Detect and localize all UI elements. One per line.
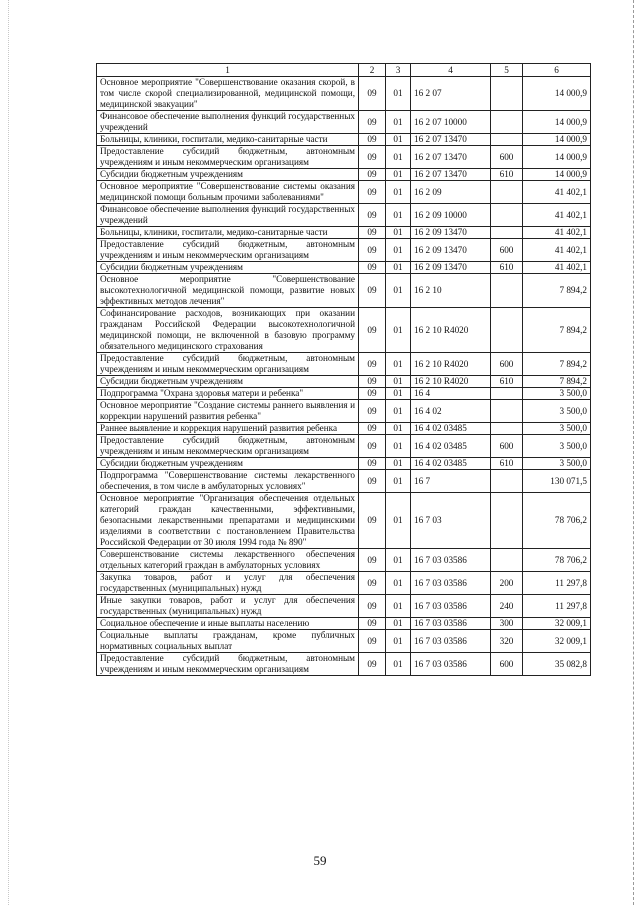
- row-section: 09: [359, 423, 386, 435]
- row-name: Субсидии бюджетным учреждениям: [97, 458, 359, 470]
- row-section: 09: [359, 572, 386, 595]
- table-row: [97, 630, 591, 653]
- row-subsection: 01: [386, 470, 411, 493]
- table-row: [97, 227, 591, 239]
- row-amount: 41 402,1: [523, 262, 591, 274]
- budget-table: [96, 63, 591, 676]
- row-name: Совершенствование системы лекарственного обеспечения отдельных категорий граждан в амбулаторных условиях: [97, 549, 359, 572]
- row-section: 09: [359, 227, 386, 239]
- row-amount: 14 000,9: [523, 77, 591, 111]
- row-subsection: 01: [386, 388, 411, 400]
- row-target-item: 16 2 10 R4020: [411, 308, 491, 353]
- table-row: [97, 618, 591, 630]
- row-expense-type: 600: [491, 146, 523, 169]
- row-section: 09: [359, 308, 386, 353]
- row-amount: 78 706,2: [523, 493, 591, 549]
- row-expense-type: [491, 400, 523, 423]
- row-expense-type: 600: [491, 353, 523, 376]
- row-target-item: 16 7 03 03586: [411, 572, 491, 595]
- row-target-item: 16 7: [411, 470, 491, 493]
- table-row: [97, 376, 591, 388]
- row-amount: 41 402,1: [523, 227, 591, 239]
- row-subsection: 01: [386, 308, 411, 353]
- row-amount: 3 500,0: [523, 423, 591, 435]
- row-expense-type: 600: [491, 435, 523, 458]
- row-expense-type: 240: [491, 595, 523, 618]
- row-subsection: 01: [386, 595, 411, 618]
- row-expense-type: 610: [491, 458, 523, 470]
- table-row: [97, 458, 591, 470]
- row-amount: 7 894,2: [523, 376, 591, 388]
- row-target-item: 16 2 09 13470: [411, 227, 491, 239]
- row-amount: 7 894,2: [523, 274, 591, 308]
- table-row: [97, 572, 591, 595]
- row-name: Основное мероприятие "Совершенствование высокотехнологичной медицинской помощи, развитие новых эффективных методов лечения": [97, 274, 359, 308]
- row-expense-type: 600: [491, 653, 523, 676]
- row-section: 09: [359, 274, 386, 308]
- row-target-item: 16 2 09 13470: [411, 239, 491, 262]
- row-amount: 7 894,2: [523, 308, 591, 353]
- row-target-item: 16 7 03 03586: [411, 618, 491, 630]
- row-name: Основное мероприятие "Создание системы раннего выявления и коррекции нарушений развития ребенка": [97, 400, 359, 423]
- row-target-item: 16 2 07 13470: [411, 169, 491, 181]
- row-expense-type: [491, 388, 523, 400]
- row-name: Субсидии бюджетным учреждениям: [97, 169, 359, 181]
- row-target-item: 16 2 07 13470: [411, 146, 491, 169]
- table-row: [97, 388, 591, 400]
- row-name: Субсидии бюджетным учреждениям: [97, 262, 359, 274]
- row-expense-type: 610: [491, 376, 523, 388]
- row-name: Предоставление субсидий бюджетным, автономным учреждениям и иным некоммерческим организациям: [97, 435, 359, 458]
- row-section: 09: [359, 134, 386, 146]
- row-name: Финансовое обеспечение выполнения функций государственных учреждений: [97, 204, 359, 227]
- row-expense-type: [491, 274, 523, 308]
- row-section: 09: [359, 77, 386, 111]
- row-expense-type: 300: [491, 618, 523, 630]
- header-cell-expense-type: 5: [491, 64, 523, 77]
- row-section: 09: [359, 111, 386, 134]
- table-row: [97, 549, 591, 572]
- row-target-item: 16 2 07: [411, 77, 491, 111]
- row-amount: 3 500,0: [523, 400, 591, 423]
- header-cell-section: 2: [359, 64, 386, 77]
- row-target-item: 16 4 02 03485: [411, 458, 491, 470]
- table-row: [97, 470, 591, 493]
- row-subsection: 01: [386, 262, 411, 274]
- header-cell-name: 1: [97, 64, 359, 77]
- row-expense-type: 200: [491, 572, 523, 595]
- table-row: [97, 181, 591, 204]
- row-expense-type: 600: [491, 239, 523, 262]
- row-amount: 78 706,2: [523, 549, 591, 572]
- table-row: [97, 423, 591, 435]
- row-name: Софинансирование расходов, возникающих при оказании гражданам Российской Федерации высокотехнологичной медицинской помощи, не включенной в базовую программу обязательного медицинского страхования: [97, 308, 359, 353]
- row-subsection: 01: [386, 618, 411, 630]
- row-amount: 32 009,1: [523, 618, 591, 630]
- table-row: [97, 435, 591, 458]
- row-name: Социальные выплаты гражданам, кроме публичных нормативных социальных выплат: [97, 630, 359, 653]
- row-name: Раннее выявление и коррекция нарушений развития ребенка: [97, 423, 359, 435]
- row-section: 09: [359, 435, 386, 458]
- row-expense-type: 610: [491, 169, 523, 181]
- row-amount: 41 402,1: [523, 239, 591, 262]
- row-section: 09: [359, 400, 386, 423]
- row-name: Больницы, клиники, госпитали, медико-санитарные части: [97, 227, 359, 239]
- table-row: [97, 653, 591, 676]
- row-name: Предоставление субсидий бюджетным, автономным учреждениям и иным некоммерческим организациям: [97, 239, 359, 262]
- table-row: [97, 308, 591, 353]
- row-name: Основное мероприятие "Совершенствование системы оказания медицинской помощи больным прочими заболеваниями": [97, 181, 359, 204]
- row-section: 09: [359, 630, 386, 653]
- table-row: [97, 239, 591, 262]
- row-section: 09: [359, 618, 386, 630]
- row-target-item: 16 2 10: [411, 274, 491, 308]
- row-target-item: 16 2 09 13470: [411, 262, 491, 274]
- row-target-item: 16 2 10 R4020: [411, 353, 491, 376]
- row-name: Подпрограмма "Охрана здоровья матери и ребенка": [97, 388, 359, 400]
- table-row: [97, 595, 591, 618]
- row-name: Финансовое обеспечение выполнения функций государственных учреждений: [97, 111, 359, 134]
- header-row: [97, 64, 591, 77]
- row-expense-type: [491, 111, 523, 134]
- row-name: Основное мероприятие "Совершенствование оказания скорой, в том числе скорой специализированной, медицинской помощи, медицинской эвакуации": [97, 77, 359, 111]
- row-target-item: 16 7 03 03586: [411, 595, 491, 618]
- row-amount: 14 000,9: [523, 146, 591, 169]
- header-cell-subsection: 3: [386, 64, 411, 77]
- row-subsection: 01: [386, 274, 411, 308]
- row-subsection: 01: [386, 435, 411, 458]
- row-amount: 14 000,9: [523, 111, 591, 134]
- table-row: [97, 262, 591, 274]
- row-section: 09: [359, 376, 386, 388]
- row-section: 09: [359, 239, 386, 262]
- row-target-item: 16 2 09: [411, 181, 491, 204]
- row-subsection: 01: [386, 630, 411, 653]
- row-subsection: 01: [386, 181, 411, 204]
- row-subsection: 01: [386, 146, 411, 169]
- row-expense-type: [491, 181, 523, 204]
- row-expense-type: [491, 493, 523, 549]
- row-name: Предоставление субсидий бюджетным, автономным учреждениям и иным некоммерческим организациям: [97, 146, 359, 169]
- row-target-item: 16 4 02 03485: [411, 423, 491, 435]
- row-expense-type: [491, 549, 523, 572]
- row-name: Больницы, клиники, госпитали, медико-санитарные части: [97, 134, 359, 146]
- row-section: 09: [359, 181, 386, 204]
- row-name: Социальное обеспечение и иные выплаты населению: [97, 618, 359, 630]
- row-subsection: 01: [386, 549, 411, 572]
- row-target-item: 16 2 07 13470: [411, 134, 491, 146]
- row-subsection: 01: [386, 227, 411, 239]
- table-row: [97, 146, 591, 169]
- row-section: 09: [359, 493, 386, 549]
- row-section: 09: [359, 549, 386, 572]
- row-amount: 41 402,1: [523, 181, 591, 204]
- row-expense-type: 320: [491, 630, 523, 653]
- row-name: Предоставление субсидий бюджетным, автономным учреждениям и иным некоммерческим организациям: [97, 353, 359, 376]
- row-amount: 130 071,5: [523, 470, 591, 493]
- row-section: 09: [359, 262, 386, 274]
- table-row: [97, 274, 591, 308]
- row-amount: 35 082,8: [523, 653, 591, 676]
- row-amount: 14 000,9: [523, 169, 591, 181]
- table-row: [97, 493, 591, 549]
- row-subsection: 01: [386, 572, 411, 595]
- row-amount: 41 402,1: [523, 204, 591, 227]
- row-amount: 3 500,0: [523, 435, 591, 458]
- header-cell-amount: 6: [523, 64, 591, 77]
- row-section: 09: [359, 146, 386, 169]
- table-row: [97, 204, 591, 227]
- row-subsection: 01: [386, 169, 411, 181]
- row-subsection: 01: [386, 423, 411, 435]
- row-subsection: 01: [386, 376, 411, 388]
- row-subsection: 01: [386, 493, 411, 549]
- row-amount: 32 009,1: [523, 630, 591, 653]
- row-section: 09: [359, 169, 386, 181]
- table-row: [97, 134, 591, 146]
- scan-edge-left: [8, 0, 10, 905]
- row-section: 09: [359, 204, 386, 227]
- row-name: Субсидии бюджетным учреждениям: [97, 376, 359, 388]
- row-section: 09: [359, 595, 386, 618]
- row-amount: 7 894,2: [523, 353, 591, 376]
- table-row: [97, 111, 591, 134]
- row-target-item: 16 2 09 10000: [411, 204, 491, 227]
- page-number: 59: [313, 853, 327, 868]
- row-expense-type: [491, 204, 523, 227]
- row-expense-type: [491, 470, 523, 493]
- row-subsection: 01: [386, 134, 411, 146]
- row-amount: 11 297,8: [523, 572, 591, 595]
- row-subsection: 01: [386, 400, 411, 423]
- row-name: Подпрограмма "Совершенствование системы лекарственного обеспечения, в том числе в амбулаторных условиях": [97, 470, 359, 493]
- scan-edge-right: [632, 0, 634, 905]
- row-section: 09: [359, 353, 386, 376]
- row-section: 09: [359, 388, 386, 400]
- row-expense-type: [491, 77, 523, 111]
- table-row: [97, 77, 591, 111]
- row-expense-type: [491, 308, 523, 353]
- row-target-item: 16 4: [411, 388, 491, 400]
- row-subsection: 01: [386, 458, 411, 470]
- row-target-item: 16 7 03 03586: [411, 549, 491, 572]
- row-target-item: 16 4 02 03485: [411, 435, 491, 458]
- row-section: 09: [359, 653, 386, 676]
- row-expense-type: 610: [491, 262, 523, 274]
- row-target-item: 16 7 03 03586: [411, 630, 491, 653]
- table-row: [97, 400, 591, 423]
- header-cell-target-item: 4: [411, 64, 491, 77]
- row-target-item: 16 2 07 10000: [411, 111, 491, 134]
- row-section: 09: [359, 470, 386, 493]
- row-expense-type: [491, 227, 523, 239]
- row-subsection: 01: [386, 653, 411, 676]
- row-subsection: 01: [386, 111, 411, 134]
- row-name: Предоставление субсидий бюджетным, автономным учреждениям и иным некоммерческим организациям: [97, 653, 359, 676]
- row-subsection: 01: [386, 204, 411, 227]
- row-amount: 14 000,9: [523, 134, 591, 146]
- row-amount: 3 500,0: [523, 458, 591, 470]
- row-section: 09: [359, 458, 386, 470]
- row-target-item: 16 7 03: [411, 493, 491, 549]
- row-amount: 3 500,0: [523, 388, 591, 400]
- row-target-item: 16 7 03 03586: [411, 653, 491, 676]
- row-expense-type: [491, 423, 523, 435]
- row-target-item: 16 2 10 R4020: [411, 376, 491, 388]
- table-row: [97, 353, 591, 376]
- row-expense-type: [491, 134, 523, 146]
- row-name: Основное мероприятие "Организация обеспечения отдельных категорий граждан качественными, эффективными, безопасными лекарственными препаратами и медицинскими изделиями в соответствии с постановлением Правительства Российской Федерации от 30 июля 1994 года № 890": [97, 493, 359, 549]
- table-row: [97, 169, 591, 181]
- row-amount: 11 297,8: [523, 595, 591, 618]
- row-subsection: 01: [386, 239, 411, 262]
- row-name: Иные закупки товаров, работ и услуг для обеспечения государственных (муниципальных) нужд: [97, 595, 359, 618]
- row-target-item: 16 4 02: [411, 400, 491, 423]
- row-name: Закупка товаров, работ и услуг для обеспечения государственных (муниципальных) нужд: [97, 572, 359, 595]
- row-subsection: 01: [386, 77, 411, 111]
- row-subsection: 01: [386, 353, 411, 376]
